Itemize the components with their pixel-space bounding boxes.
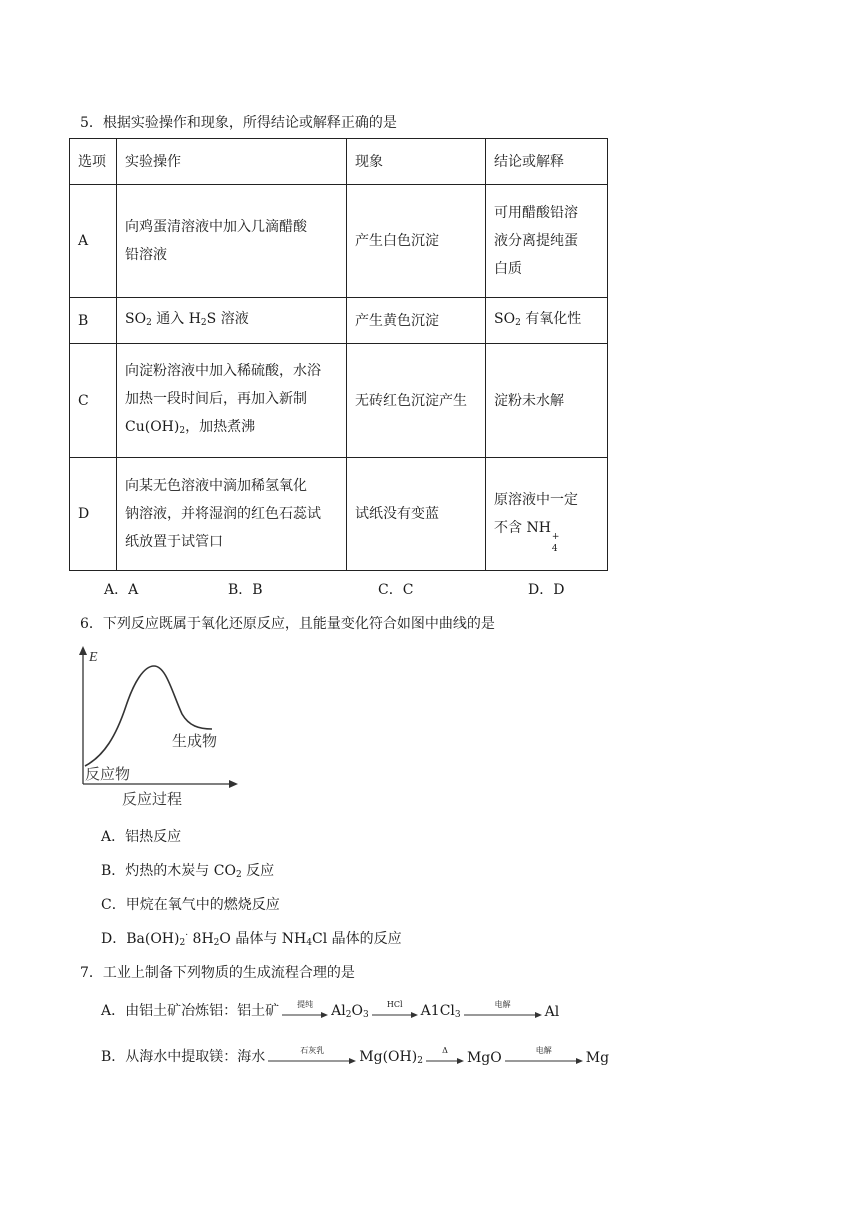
row-phenomenon: 产生白色沉淀 bbox=[347, 185, 486, 298]
q6-option-b[interactable]: B．灼热的木炭与 $CO_2$ 反应 bbox=[101, 863, 275, 880]
arrow-label: 石灰乳 bbox=[300, 1046, 325, 1055]
product-label: 生成物 bbox=[172, 732, 218, 750]
row-operation: $SO_2$ 通入 $H_2S$ 溶液 bbox=[117, 298, 347, 344]
arrow-label: Δ bbox=[442, 1046, 448, 1055]
y-axis-label: E bbox=[89, 650, 98, 665]
q7-b-prefix: B．从海水中提取镁：海水 bbox=[101, 1049, 266, 1065]
q7-a-product: $A1Cl_3$ bbox=[420, 1003, 461, 1020]
experiment-table bbox=[69, 138, 608, 571]
y-axis-arrow bbox=[79, 646, 87, 655]
question-7-title: 7．工业上制备下列物质的生成流程合理的是 bbox=[80, 965, 355, 981]
option-a[interactable]: A．A bbox=[104, 582, 139, 598]
arrow-step bbox=[282, 1002, 328, 1020]
energy-curve bbox=[85, 666, 212, 766]
table-row bbox=[70, 458, 608, 571]
arrow-label: HCl bbox=[386, 1000, 403, 1009]
q7-a-product: Al bbox=[544, 1004, 560, 1020]
row-operation: 向某无色溶液中滴加稀氢氧化 钠溶液，并将湿润的红色石蕊试 纸放置于试管口 bbox=[117, 458, 347, 571]
x-axis-arrow bbox=[229, 780, 238, 788]
row-option: B bbox=[70, 298, 117, 344]
arrow-label: 电解 bbox=[535, 1046, 552, 1055]
q7-b-product: $Mg(OH)_2$ bbox=[359, 1049, 423, 1066]
energy-diagram bbox=[74, 644, 244, 810]
q7-a-prefix: A．由铝土矿冶炼铝：铝土矿 bbox=[101, 1003, 280, 1019]
arrow-label: 电解 bbox=[494, 1000, 511, 1009]
row-conclusion: 原溶液中一定 不含 NH + 4 bbox=[486, 458, 608, 571]
header-operation: 实验操作 bbox=[117, 139, 347, 185]
question-5-options bbox=[104, 579, 624, 599]
row-option: D bbox=[70, 458, 117, 571]
arrow-step bbox=[426, 1048, 464, 1066]
row-conclusion: 可用醋酸铅溶 液分离提纯蛋 白质 bbox=[486, 185, 608, 298]
q7-option-a[interactable] bbox=[101, 1000, 559, 1020]
q7-b-product: MgO bbox=[466, 1050, 502, 1066]
q7-b-product: Mg bbox=[585, 1050, 610, 1066]
header-phenomenon: 现象 bbox=[347, 139, 486, 185]
table-row bbox=[70, 298, 608, 344]
row-conclusion: $SO_2$ 有氧化性 bbox=[486, 298, 608, 344]
arrow-label: 提纯 bbox=[297, 1000, 314, 1009]
row-phenomenon: 无砖红色沉淀产生 bbox=[347, 344, 486, 458]
table-row bbox=[70, 344, 608, 458]
row-option: C bbox=[70, 344, 117, 458]
question-6-title: 6．下列反应既属于氧化还原反应，且能量变化符合如图中曲线的是 bbox=[80, 616, 495, 632]
q6-option-c[interactable]: C．甲烷在氧气中的燃烧反应 bbox=[101, 897, 280, 913]
question-5-title: 5．根据实验操作和现象，所得结论或解释正确的是 bbox=[80, 115, 397, 131]
q7-option-b[interactable] bbox=[101, 1046, 609, 1066]
reactant-label: 反应物 bbox=[85, 765, 131, 783]
header-option: 选项 bbox=[70, 139, 117, 185]
q7-a-product: $Al_2O_3$ bbox=[331, 1003, 369, 1020]
arrow-step bbox=[464, 1002, 542, 1020]
arrow-step bbox=[505, 1048, 583, 1066]
row-operation: 向鸡蛋清溶液中加入几滴醋酸 铅溶液 bbox=[117, 185, 347, 298]
arrow-step bbox=[268, 1048, 356, 1066]
header-conclusion: 结论或解释 bbox=[486, 139, 608, 185]
table-row bbox=[70, 185, 608, 298]
table-header-row bbox=[70, 139, 608, 185]
row-phenomenon: 产生黄色沉淀 bbox=[347, 298, 486, 344]
option-d[interactable]: D．D bbox=[528, 582, 565, 598]
q6-option-a[interactable]: A．铝热反应 bbox=[101, 829, 182, 845]
option-b[interactable]: B．B bbox=[228, 582, 263, 598]
option-c[interactable]: C．C bbox=[378, 582, 414, 598]
row-conclusion: 淀粉未水解 bbox=[486, 344, 608, 458]
row-option: A bbox=[70, 185, 117, 298]
row-operation: 向淀粉溶液中加入稀硫酸，水浴 加热一段时间后，再加入新制 $Cu(OH)_2$，加热煮沸 bbox=[117, 344, 347, 458]
row-phenomenon: 试纸没有变蓝 bbox=[347, 458, 486, 571]
q6-option-d[interactable]: D．$Ba(OH)_2^\cdot$ $8H_2O$ 晶体与 $NH_4Cl$ 晶体的反应 bbox=[101, 930, 402, 948]
arrow-step bbox=[372, 1002, 418, 1020]
x-axis-label: 反应过程 bbox=[122, 790, 183, 808]
